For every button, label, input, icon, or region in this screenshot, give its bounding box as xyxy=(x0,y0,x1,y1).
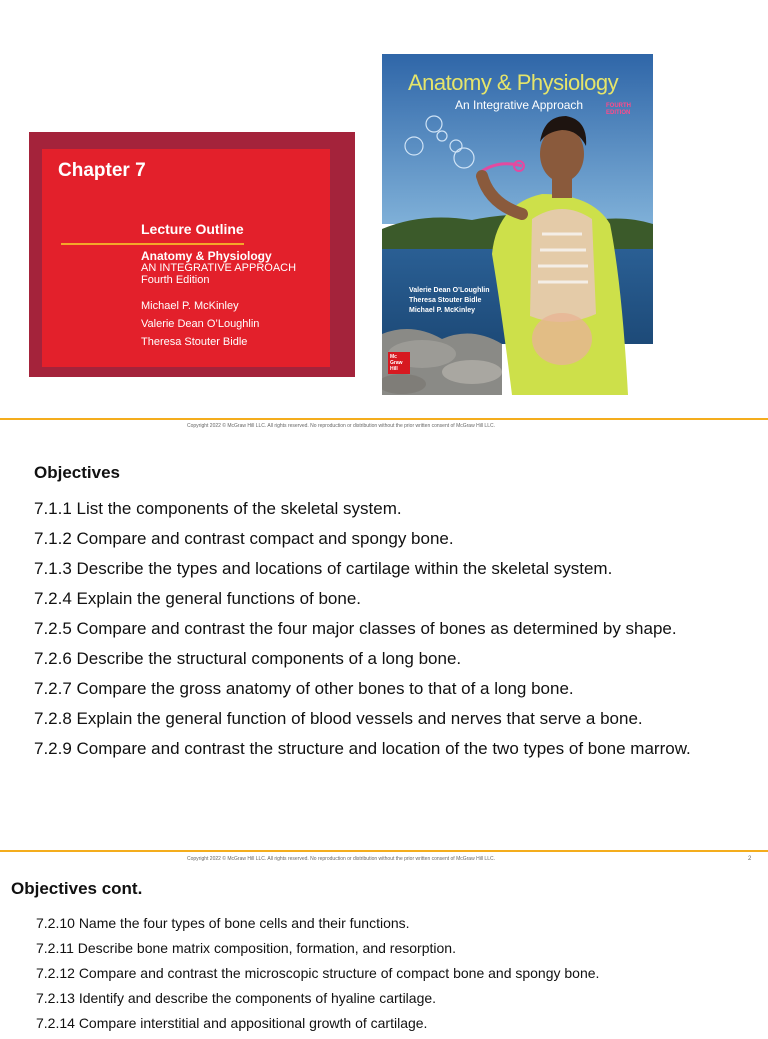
chapter-title: Chapter 7 xyxy=(58,160,146,181)
objectives-cont-list xyxy=(36,914,746,1039)
logo-text: Graw xyxy=(390,360,403,366)
cover-edition xyxy=(606,103,631,117)
list-item: 7.2.11 Describe bone matrix composition, formation, and resorption. xyxy=(36,940,456,956)
cover-title: Anatomy & Physiology xyxy=(408,70,619,95)
book-title: Anatomy & Physiology xyxy=(141,249,272,263)
copyright-notice: Copyright 2022 © McGraw Hill LLC. All rights reserved. No reproduction or distribution without the prior written consent of McGraw Hill LLC. xyxy=(187,856,495,862)
page-number: 2 xyxy=(748,856,752,862)
cover-author: Valerie Dean O’Loughlin xyxy=(409,287,490,294)
list-item: 7.1.3 Describe the types and locations of cartilage within the skeletal system. xyxy=(34,559,613,578)
objectives-list xyxy=(34,498,744,768)
list-item: 7.1.1 List the components of the skeletal system. xyxy=(34,499,402,518)
author-name: Theresa Stouter Bidle xyxy=(141,336,248,348)
book-subtitle: AN INTEGRATIVE APPROACH xyxy=(141,262,297,274)
list-item: 7.2.13 Identify and describe the components of hyaline cartilage. xyxy=(36,990,437,1006)
list-item: 7.2.7 Compare the gross anatomy of other bones to that of a long bone. xyxy=(34,679,574,698)
list-item: 7.2.9 Compare and contrast the structure and location of the two types of bone marrow. xyxy=(34,739,691,758)
objectives-cont-heading: Objectives cont. xyxy=(11,879,143,898)
logo-text: Hill xyxy=(390,366,398,372)
author-name: Valerie Dean O’Loughlin xyxy=(141,318,260,330)
cover-edition-line: FOURTH xyxy=(606,103,631,109)
lecture-outline-label: Lecture Outline xyxy=(141,221,244,237)
book-edition: Fourth Edition xyxy=(141,274,210,286)
list-item: 7.2.12 Compare and contrast the microscopic structure of compact bone and spongy bone. xyxy=(36,965,600,981)
mcgraw-hill-logo xyxy=(388,352,410,374)
slide-divider xyxy=(0,418,768,420)
cover-author: Theresa Stouter Bidle xyxy=(409,297,482,304)
list-item: 7.2.6 Describe the structural components of a long bone. xyxy=(34,649,462,668)
list-item: 7.2.5 Compare and contrast the four major classes of bones as determined by shape. xyxy=(34,619,677,638)
logo-text: Mc xyxy=(390,354,397,360)
cover-edition-line: EDITION xyxy=(606,110,631,116)
list-item: 7.1.2 Compare and contrast compact and spongy bone. xyxy=(34,529,454,548)
author-name: Michael P. McKinley xyxy=(141,300,239,312)
copyright-notice: Copyright 2022 © McGraw Hill LLC. All rights reserved. No reproduction or distribution without the prior written consent of McGraw Hill LLC. xyxy=(187,423,495,429)
list-item: 7.2.10 Name the four types of bone cells and their functions. xyxy=(36,915,410,931)
cover-author: Michael P. McKinley xyxy=(409,307,476,314)
slide-divider xyxy=(0,850,768,852)
title-rule xyxy=(61,243,244,245)
list-item: 7.2.4 Explain the general functions of bone. xyxy=(34,589,362,608)
cover-subtitle: An Integrative Approach xyxy=(455,98,584,112)
objectives-heading: Objectives xyxy=(34,463,120,482)
list-item: 7.2.8 Explain the general function of blood vessels and nerves that serve a bone. xyxy=(34,709,643,728)
list-item: 7.2.14 Compare interstitial and appositional growth of cartilage. xyxy=(36,1015,428,1031)
